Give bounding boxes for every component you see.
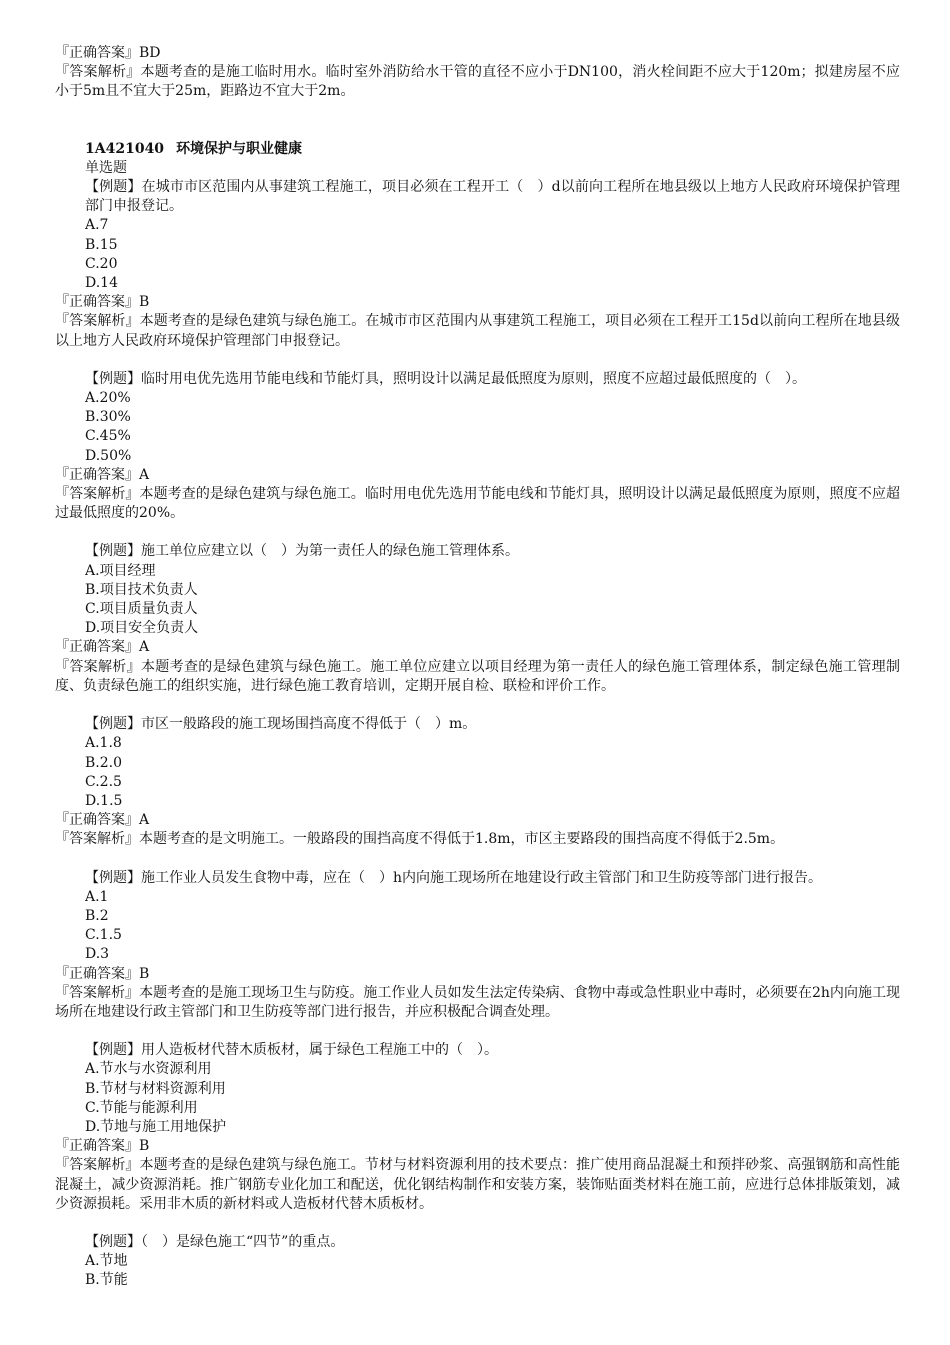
option-b: B.节能 [85, 1272, 128, 1289]
spacer [55, 102, 900, 140]
option-a: A.节水与水资源利用 [85, 1061, 212, 1078]
question-stem: 【例题】用人造板材代替木质板材，属于绿色工程施工中的（ ）。 [85, 1042, 498, 1059]
question-stem: 【例题】在城市市区范围内从事建筑工程施工，项目必须在工程开工（ ）d以前向工程所在地县级以上地方人民政府环境保护管理部门申报登记。 [85, 179, 900, 215]
analysis-line: 『答案解析』本题考查的是绿色建筑与绿色施工。临时用电优先选用节能电线和节能灯具，照明设计以满足最低照度为原则，照度不应超过最低照度的20%。 [55, 486, 900, 522]
option-a: A.1 [85, 888, 109, 905]
analysis-line: 『答案解析』本题考查的是文明施工。一般路段的围挡高度不得低于1.8m，市区主要路段的围挡高度不得低于2.5m。 [55, 831, 785, 848]
question-stem: 【例题】市区一般路段的施工现场围挡高度不得低于（ ）m。 [85, 716, 477, 733]
option-b: B.30% [85, 409, 131, 426]
analysis-line: 『答案解析』本题考查的是绿色建筑与绿色施工。节材与材料资源利用的技术要点：推广使用商品混凝土和预拌砂浆、高强钢筋和高性能混凝土，减少资源消耗。推广钢筋专业化加工和配送，优化钢结构制作和安装方案，装饰贴面类材料在施工前，应进行总体排版策划，减少资源损耗。采用非木质的新材料或人造板材代替木质板材。 [55, 1157, 900, 1212]
answer-line: 『正确答案』A [55, 812, 150, 829]
option-a: A.20% [85, 390, 131, 407]
option-a: A.项目经理 [85, 562, 156, 579]
analysis-line: 『答案解析』本题考查的是绿色建筑与绿色施工。在城市市区范围内从事建筑工程施工，项目必须在工程开工15d以前向工程所在地县级以上地方人民政府环境保护管理部门申报登记。 [55, 313, 900, 349]
question-2 [55, 370, 900, 524]
option-a: A.1.8 [85, 735, 122, 752]
option-d: D.3 [85, 946, 110, 963]
option-a: A.节地 [85, 1253, 128, 1270]
option-b: B.节材与材料资源利用 [85, 1080, 226, 1097]
question-7 [55, 1233, 900, 1291]
option-d: D.14 [85, 275, 118, 292]
section-code: 1A421040 [85, 140, 165, 157]
option-b: B.15 [85, 236, 118, 253]
question-3 [55, 542, 900, 696]
option-c: C.2.5 [85, 773, 122, 790]
option-b: B.2.0 [85, 754, 123, 771]
option-b: B.项目技术负责人 [85, 581, 198, 598]
answer-line: 『正确答案』A [55, 639, 150, 656]
option-c: C.20 [85, 255, 118, 272]
analysis-line: 『答案解析』本题考查的是绿色建筑与绿色施工。施工单位应建立以项目经理为第一责任人的绿色施工管理体系，制定绿色施工管理制度、负责绿色施工的组织实施，进行绿色施工教育培训，定期开展自检、联检和评价工作。 [55, 658, 900, 694]
spacer [55, 696, 900, 715]
document-content [55, 44, 900, 1291]
section-title [55, 140, 900, 159]
answer-line: 『正确答案』B [55, 965, 150, 982]
question-5 [55, 869, 900, 1023]
question-type-label: 单选题 [85, 159, 127, 176]
question-6 [55, 1041, 900, 1214]
option-c: C.45% [85, 428, 131, 445]
question-stem: 【例题】施工作业人员发生食物中毒，应在（ ）h内向施工现场所在地建设行政主管部门和卫生防疫等部门进行报告。 [85, 869, 823, 886]
spacer [55, 1022, 900, 1041]
option-d: D.1.5 [85, 792, 123, 809]
question-stem: 【例题】临时用电优先选用节能电线和节能灯具，照明设计以满足最低照度为原则，照度不应超过最低照度的（ ）。 [85, 370, 806, 387]
answer-line: 『正确答案』A [55, 466, 150, 483]
analysis-line: 『答案解析』本题考查的是施工临时用水。临时室外消防给水干管的直径不应小于DN100，消火栓间距不应大于120m；拟建房屋不应小于5m且不宜大于25m，距路边不宜大于2m。 [55, 64, 900, 100]
section-name: 环境保护与职业健康 [176, 140, 303, 157]
question-4 [55, 715, 900, 849]
answer-line: 『正确答案』B [55, 1138, 150, 1155]
analysis-line: 『答案解析』本题考查的是施工现场卫生与防疫。施工作业人员如发生法定传染病、食物中毒或急性职业中毒时，必须要在2h内向施工现场所在地建设行政主管部门和卫生防疫等部门进行报告，并应积极配合调查处理。 [55, 984, 900, 1020]
option-d: D.50% [85, 447, 132, 464]
option-a: A.7 [85, 217, 109, 234]
answer-line: 『正确答案』BD [55, 45, 161, 61]
answer-line: 『正确答案』B [55, 294, 150, 311]
option-d: D.节地与施工用地保护 [85, 1118, 227, 1135]
question-1 [55, 178, 900, 351]
option-d: D.项目安全负责人 [85, 620, 199, 637]
option-c: C.节能与能源利用 [85, 1099, 198, 1116]
question-stem: 【例题】施工单位应建立以（ ）为第一责任人的绿色施工管理体系。 [85, 543, 519, 560]
spacer [55, 1214, 900, 1233]
spacer [55, 850, 900, 869]
option-b: B.2 [85, 907, 109, 924]
option-c: C.1.5 [85, 927, 122, 944]
spacer [55, 351, 900, 370]
option-c: C.项目质量负责人 [85, 601, 198, 618]
question-stem: 【例题】（ ）是绿色施工“四节”的重点。 [85, 1233, 345, 1250]
spacer [55, 523, 900, 542]
